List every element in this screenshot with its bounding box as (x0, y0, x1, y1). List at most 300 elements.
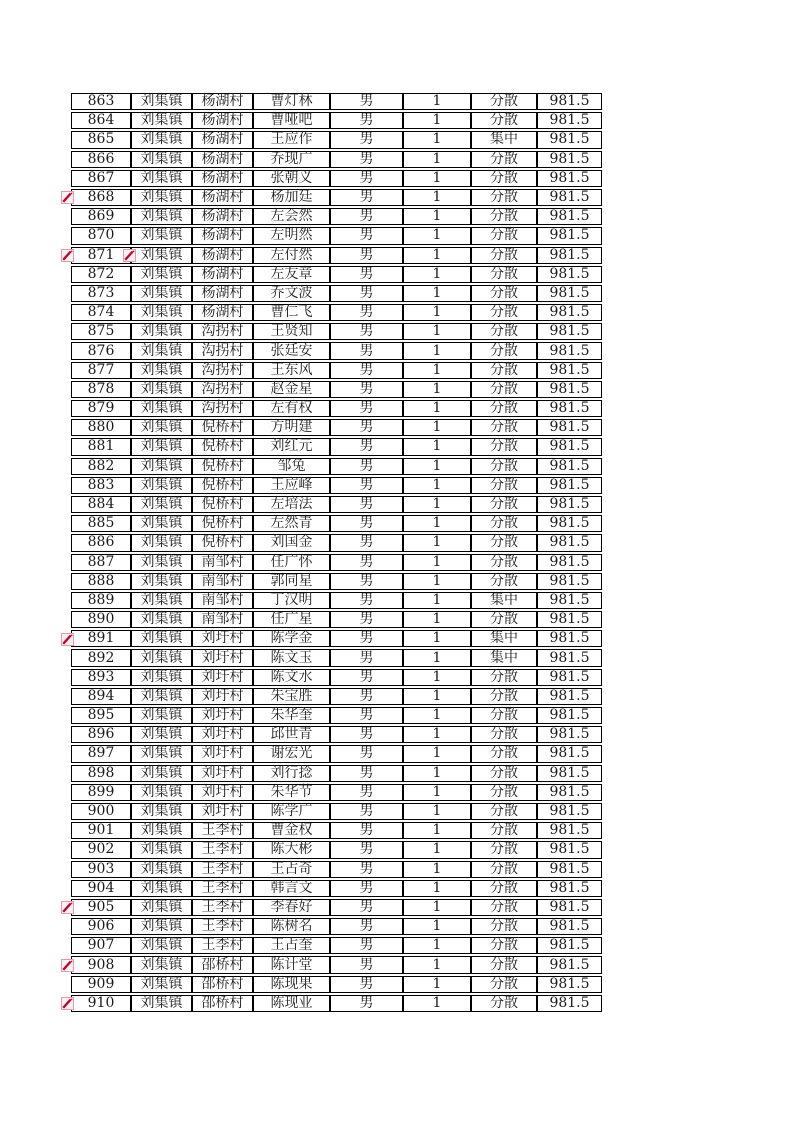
table-row (71, 880, 602, 897)
table-row (71, 285, 602, 302)
cell-village: 刘圩村 (192, 745, 253, 762)
table-row (71, 304, 602, 321)
cell-count: 1 (403, 419, 471, 436)
cell-gender: 男 (330, 592, 403, 609)
cell-count: 1 (403, 726, 471, 743)
cell-amount: 981.5 (537, 534, 602, 551)
table-row (71, 477, 602, 494)
cell-serial-number: 880 (71, 419, 131, 436)
table-row (71, 227, 602, 244)
cell-person-name: 王应作 (253, 131, 330, 148)
cell-amount: 981.5 (537, 438, 602, 455)
cell-town: 刘集镇 (131, 726, 192, 743)
table-row (71, 112, 602, 129)
cell-person-name: 乔现广 (253, 151, 330, 168)
cell-count: 1 (403, 765, 471, 782)
cell-count: 1 (403, 649, 471, 666)
cell-count: 1 (403, 227, 471, 244)
cell-village: 南邹村 (192, 611, 253, 628)
cell-serial-number: 893 (71, 669, 131, 686)
cell-person-name: 丁汉明 (253, 592, 330, 609)
cell-person-name: 朱宝胜 (253, 688, 330, 705)
cell-gender: 男 (330, 611, 403, 628)
table-row (71, 803, 602, 820)
cell-serial-number: 886 (71, 534, 131, 551)
cell-count: 1 (403, 151, 471, 168)
edit-marker-icon (61, 191, 74, 204)
cell-serial-number: 909 (71, 976, 131, 993)
cell-gender: 男 (330, 400, 403, 417)
cell-count: 1 (403, 93, 471, 110)
cell-town: 刘集镇 (131, 477, 192, 494)
table-row (71, 400, 602, 417)
cell-village: 杨湖村 (192, 266, 253, 283)
cell-serial-number: 891 (71, 630, 131, 647)
cell-town: 刘集镇 (131, 534, 192, 551)
cell-distribution-mode: 集中 (471, 630, 537, 647)
cell-amount: 981.5 (537, 976, 602, 993)
cell-amount: 981.5 (537, 745, 602, 762)
table-row (71, 515, 602, 532)
cell-amount: 981.5 (537, 131, 602, 148)
cell-village: 沟拐村 (192, 381, 253, 398)
cell-amount: 981.5 (537, 707, 602, 724)
cell-village: 刘圩村 (192, 630, 253, 647)
cell-serial-number: 899 (71, 784, 131, 801)
cell-count: 1 (403, 170, 471, 187)
cell-distribution-mode: 分散 (471, 266, 537, 283)
cell-gender: 男 (330, 573, 403, 590)
cell-distribution-mode: 分散 (471, 208, 537, 225)
cell-distribution-mode: 分散 (471, 554, 537, 571)
cell-village: 邵桥村 (192, 956, 253, 973)
cell-gender: 男 (330, 247, 403, 264)
cell-town: 刘集镇 (131, 131, 192, 148)
cell-gender: 男 (330, 458, 403, 475)
cell-person-name: 左培法 (253, 496, 330, 513)
cell-village: 刘圩村 (192, 649, 253, 666)
cell-serial-number: 884 (71, 496, 131, 513)
cell-distribution-mode: 分散 (471, 112, 537, 129)
cell-serial-number: 879 (71, 400, 131, 417)
cell-amount: 981.5 (537, 400, 602, 417)
cell-gender: 男 (330, 496, 403, 513)
cell-village: 王李村 (192, 822, 253, 839)
cell-count: 1 (403, 266, 471, 283)
cell-count: 1 (403, 803, 471, 820)
cell-person-name: 刘国金 (253, 534, 330, 551)
cell-village: 沟拐村 (192, 362, 253, 379)
table-row (71, 726, 602, 743)
table-row (71, 151, 602, 168)
cell-person-name: 左有权 (253, 400, 330, 417)
cell-person-name: 左然青 (253, 515, 330, 532)
table-row (71, 189, 602, 206)
cell-amount: 981.5 (537, 726, 602, 743)
cell-amount: 981.5 (537, 170, 602, 187)
cell-amount: 981.5 (537, 669, 602, 686)
cell-town: 刘集镇 (131, 592, 192, 609)
cell-person-name: 方明建 (253, 419, 330, 436)
table-row (71, 554, 602, 571)
cell-village: 倪桥村 (192, 458, 253, 475)
table-row (71, 381, 602, 398)
cell-serial-number: 868 (71, 189, 131, 206)
cell-count: 1 (403, 554, 471, 571)
cell-count: 1 (403, 112, 471, 129)
cell-village: 刘圩村 (192, 707, 253, 724)
cell-count: 1 (403, 189, 471, 206)
cell-distribution-mode: 分散 (471, 438, 537, 455)
cell-serial-number: 892 (71, 649, 131, 666)
cell-distribution-mode: 分散 (471, 956, 537, 973)
cell-village: 王李村 (192, 937, 253, 954)
cell-gender: 男 (330, 918, 403, 935)
cell-village: 倪桥村 (192, 534, 253, 551)
cell-town: 刘集镇 (131, 611, 192, 628)
cell-gender: 男 (330, 208, 403, 225)
cell-gender: 男 (330, 266, 403, 283)
cell-town: 刘集镇 (131, 438, 192, 455)
cell-serial-number: 910 (71, 995, 131, 1012)
cell-amount: 981.5 (537, 112, 602, 129)
cell-town: 刘集镇 (131, 247, 192, 264)
cell-distribution-mode: 分散 (471, 822, 537, 839)
cell-serial-number: 902 (71, 841, 131, 858)
table-row (71, 976, 602, 993)
cell-amount: 981.5 (537, 573, 602, 590)
cell-village: 杨湖村 (192, 285, 253, 302)
cell-town: 刘集镇 (131, 573, 192, 590)
cell-amount: 981.5 (537, 861, 602, 878)
cell-town: 刘集镇 (131, 669, 192, 686)
cell-person-name: 杨加廷 (253, 189, 330, 206)
cell-village: 王李村 (192, 880, 253, 897)
cell-count: 1 (403, 285, 471, 302)
table-row (71, 323, 602, 340)
cell-amount: 981.5 (537, 285, 602, 302)
cell-person-name: 陈树名 (253, 918, 330, 935)
cell-person-name: 刘行捻 (253, 765, 330, 782)
cell-distribution-mode: 分散 (471, 342, 537, 359)
table-row (71, 611, 602, 628)
cell-town: 刘集镇 (131, 880, 192, 897)
cell-town: 刘集镇 (131, 381, 192, 398)
cell-count: 1 (403, 956, 471, 973)
cell-person-name: 陈现业 (253, 995, 330, 1012)
cell-distribution-mode: 分散 (471, 189, 537, 206)
cell-town: 刘集镇 (131, 323, 192, 340)
table-row (71, 208, 602, 225)
cell-village: 南邹村 (192, 573, 253, 590)
cell-town: 刘集镇 (131, 649, 192, 666)
cell-amount: 981.5 (537, 496, 602, 513)
cell-count: 1 (403, 669, 471, 686)
cell-village: 杨湖村 (192, 304, 253, 321)
cell-town: 刘集镇 (131, 918, 192, 935)
cell-serial-number: 900 (71, 803, 131, 820)
cell-count: 1 (403, 573, 471, 590)
cell-gender: 男 (330, 803, 403, 820)
cell-gender: 男 (330, 534, 403, 551)
cell-serial-number: 894 (71, 688, 131, 705)
cell-person-name: 曹仁飞 (253, 304, 330, 321)
cell-amount: 981.5 (537, 362, 602, 379)
cell-gender: 男 (330, 342, 403, 359)
cell-serial-number: 867 (71, 170, 131, 187)
cell-gender: 男 (330, 841, 403, 858)
cell-amount: 981.5 (537, 554, 602, 571)
table-row (71, 956, 602, 973)
cell-gender: 男 (330, 822, 403, 839)
cell-distribution-mode: 分散 (471, 515, 537, 532)
cell-village: 刘圩村 (192, 726, 253, 743)
cell-count: 1 (403, 592, 471, 609)
cell-distribution-mode: 分散 (471, 976, 537, 993)
cell-village: 刘圩村 (192, 669, 253, 686)
cell-amount: 981.5 (537, 822, 602, 839)
cell-village: 杨湖村 (192, 131, 253, 148)
cell-village: 南邹村 (192, 592, 253, 609)
cell-distribution-mode: 分散 (471, 419, 537, 436)
cell-serial-number: 898 (71, 765, 131, 782)
cell-amount: 981.5 (537, 765, 602, 782)
cell-person-name: 左会然 (253, 208, 330, 225)
cell-serial-number: 888 (71, 573, 131, 590)
cell-gender: 男 (330, 726, 403, 743)
cell-person-name: 张廷安 (253, 342, 330, 359)
cell-distribution-mode: 分散 (471, 381, 537, 398)
cell-serial-number: 904 (71, 880, 131, 897)
cell-amount: 981.5 (537, 611, 602, 628)
cell-distribution-mode: 分散 (471, 611, 537, 628)
cell-serial-number: 877 (71, 362, 131, 379)
cell-distribution-mode: 集中 (471, 649, 537, 666)
cell-serial-number: 872 (71, 266, 131, 283)
cell-count: 1 (403, 745, 471, 762)
cell-serial-number: 903 (71, 861, 131, 878)
cell-count: 1 (403, 688, 471, 705)
cell-distribution-mode: 分散 (471, 151, 537, 168)
cell-distribution-mode: 分散 (471, 937, 537, 954)
edit-marker-icon (61, 633, 74, 646)
cell-town: 刘集镇 (131, 937, 192, 954)
cell-town: 刘集镇 (131, 266, 192, 283)
cell-distribution-mode: 分散 (471, 726, 537, 743)
cell-village: 倪桥村 (192, 419, 253, 436)
cell-person-name: 陈大彬 (253, 841, 330, 858)
cell-distribution-mode: 集中 (471, 131, 537, 148)
cell-person-name: 谢宏光 (253, 745, 330, 762)
cell-distribution-mode: 分散 (471, 784, 537, 801)
cell-village: 王李村 (192, 861, 253, 878)
cell-amount: 981.5 (537, 458, 602, 475)
cell-amount: 981.5 (537, 227, 602, 244)
cell-village: 王李村 (192, 841, 253, 858)
cell-village: 倪桥村 (192, 438, 253, 455)
cell-amount: 981.5 (537, 956, 602, 973)
table-row (71, 649, 602, 666)
cell-count: 1 (403, 381, 471, 398)
cell-distribution-mode: 分散 (471, 669, 537, 686)
cell-town: 刘集镇 (131, 745, 192, 762)
cell-amount: 981.5 (537, 93, 602, 110)
table-row (71, 899, 602, 916)
cell-amount: 981.5 (537, 381, 602, 398)
cell-village: 邵桥村 (192, 976, 253, 993)
cell-distribution-mode: 分散 (471, 880, 537, 897)
cell-person-name: 邱世青 (253, 726, 330, 743)
cell-serial-number: 875 (71, 323, 131, 340)
cell-amount: 981.5 (537, 151, 602, 168)
cell-village: 杨湖村 (192, 227, 253, 244)
cell-count: 1 (403, 995, 471, 1012)
cell-serial-number: 906 (71, 918, 131, 935)
cell-town: 刘集镇 (131, 208, 192, 225)
cell-gender: 男 (330, 630, 403, 647)
cell-gender: 男 (330, 669, 403, 686)
cell-gender: 男 (330, 765, 403, 782)
cell-amount: 981.5 (537, 266, 602, 283)
cell-gender: 男 (330, 956, 403, 973)
cell-count: 1 (403, 611, 471, 628)
cell-person-name: 陈文玉 (253, 649, 330, 666)
table-row (71, 707, 602, 724)
cell-amount: 981.5 (537, 841, 602, 858)
cell-serial-number: 871 (71, 247, 131, 264)
cell-town: 刘集镇 (131, 496, 192, 513)
cell-count: 1 (403, 438, 471, 455)
cell-town: 刘集镇 (131, 841, 192, 858)
cell-count: 1 (403, 784, 471, 801)
cell-village: 王李村 (192, 918, 253, 935)
cell-gender: 男 (330, 170, 403, 187)
cell-village: 倪桥村 (192, 515, 253, 532)
cell-distribution-mode: 分散 (471, 688, 537, 705)
cell-amount: 981.5 (537, 995, 602, 1012)
table-row (71, 170, 602, 187)
cell-person-name: 任广怀 (253, 554, 330, 571)
cell-gender: 男 (330, 554, 403, 571)
table-row (71, 458, 602, 475)
cell-count: 1 (403, 304, 471, 321)
beneficiary-table (71, 91, 602, 1014)
cell-gender: 男 (330, 151, 403, 168)
table-row (71, 669, 602, 686)
cell-village: 刘圩村 (192, 784, 253, 801)
cell-count: 1 (403, 861, 471, 878)
cell-person-name: 陈现果 (253, 976, 330, 993)
cell-town: 刘集镇 (131, 112, 192, 129)
table-row (71, 438, 602, 455)
cell-person-name: 陈文水 (253, 669, 330, 686)
cell-person-name: 左明然 (253, 227, 330, 244)
table-row (71, 131, 602, 148)
cell-count: 1 (403, 458, 471, 475)
cell-gender: 男 (330, 362, 403, 379)
cell-amount: 981.5 (537, 803, 602, 820)
cell-gender: 男 (330, 861, 403, 878)
table-row (71, 765, 602, 782)
cell-person-name: 邹兔 (253, 458, 330, 475)
cell-town: 刘集镇 (131, 458, 192, 475)
cell-distribution-mode: 分散 (471, 861, 537, 878)
cell-village: 王李村 (192, 899, 253, 916)
cell-amount: 981.5 (537, 649, 602, 666)
cell-amount: 981.5 (537, 189, 602, 206)
table-row (71, 362, 602, 379)
cell-serial-number: 890 (71, 611, 131, 628)
cell-gender: 男 (330, 899, 403, 916)
cell-village: 南邹村 (192, 554, 253, 571)
cell-amount: 981.5 (537, 784, 602, 801)
cell-town: 刘集镇 (131, 956, 192, 973)
table-row (71, 419, 602, 436)
cell-amount: 981.5 (537, 477, 602, 494)
cell-village: 杨湖村 (192, 151, 253, 168)
cell-amount: 981.5 (537, 937, 602, 954)
cell-town: 刘集镇 (131, 285, 192, 302)
table-row (71, 592, 602, 609)
cell-amount: 981.5 (537, 592, 602, 609)
cell-distribution-mode: 分散 (471, 227, 537, 244)
cell-gender: 男 (330, 304, 403, 321)
cell-count: 1 (403, 477, 471, 494)
table-row (71, 688, 602, 705)
cell-village: 沟拐村 (192, 342, 253, 359)
cell-amount: 981.5 (537, 515, 602, 532)
cell-village: 邵桥村 (192, 995, 253, 1012)
cell-village: 刘圩村 (192, 765, 253, 782)
cell-town: 刘集镇 (131, 362, 192, 379)
cell-gender: 男 (330, 438, 403, 455)
cell-count: 1 (403, 247, 471, 264)
cell-serial-number: 907 (71, 937, 131, 954)
cell-town: 刘集镇 (131, 304, 192, 321)
table-row (71, 93, 602, 110)
cell-count: 1 (403, 362, 471, 379)
cell-serial-number: 897 (71, 745, 131, 762)
cell-gender: 男 (330, 707, 403, 724)
cell-count: 1 (403, 880, 471, 897)
cell-village: 沟拐村 (192, 400, 253, 417)
cell-count: 1 (403, 323, 471, 340)
cell-town: 刘集镇 (131, 227, 192, 244)
cell-town: 刘集镇 (131, 822, 192, 839)
cell-serial-number: 869 (71, 208, 131, 225)
cell-village: 沟拐村 (192, 323, 253, 340)
cell-count: 1 (403, 937, 471, 954)
cell-serial-number: 896 (71, 726, 131, 743)
cell-person-name: 王占奎 (253, 937, 330, 954)
cell-serial-number: 876 (71, 342, 131, 359)
table-row (71, 822, 602, 839)
cell-serial-number: 883 (71, 477, 131, 494)
cell-person-name: 赵金星 (253, 381, 330, 398)
cell-distribution-mode: 分散 (471, 400, 537, 417)
cell-serial-number: 878 (71, 381, 131, 398)
cell-count: 1 (403, 822, 471, 839)
cell-person-name: 王贤知 (253, 323, 330, 340)
cell-town: 刘集镇 (131, 995, 192, 1012)
cell-distribution-mode: 分散 (471, 765, 537, 782)
cell-village: 杨湖村 (192, 247, 253, 264)
cell-distribution-mode: 分散 (471, 534, 537, 551)
cell-serial-number: 865 (71, 131, 131, 148)
cell-count: 1 (403, 707, 471, 724)
cell-serial-number: 908 (71, 956, 131, 973)
cell-gender: 男 (330, 189, 403, 206)
